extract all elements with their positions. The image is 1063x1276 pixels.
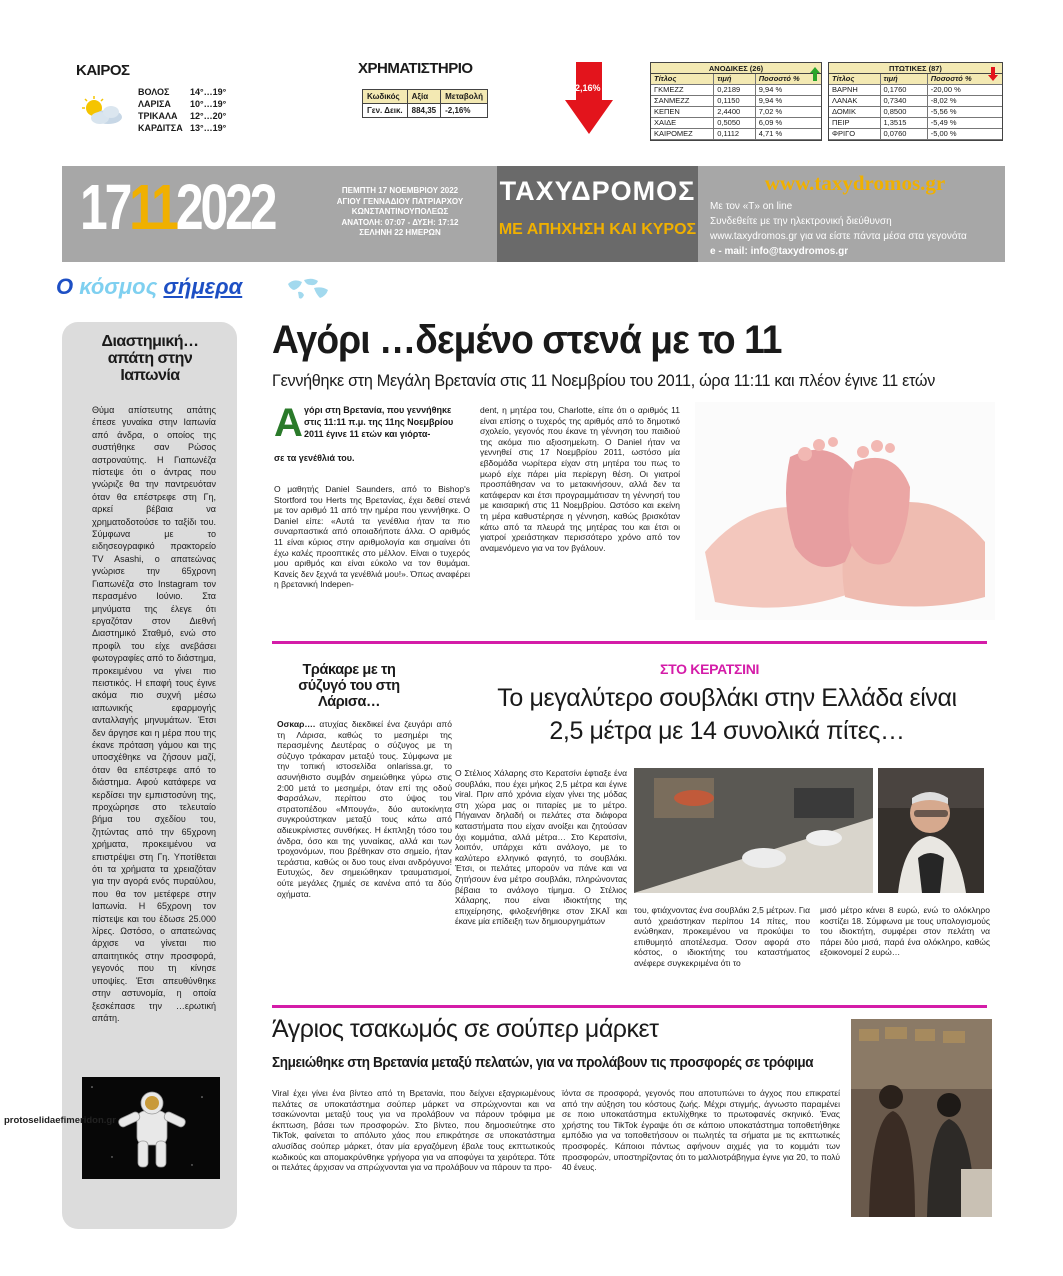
brand-motto: ΜΕ ΑΠΗΧΗΣΗ ΚΑΙ ΚΥΡΟΣ	[498, 221, 697, 238]
cell: 9,94 %	[755, 96, 821, 107]
temp-range: 10°…19°	[190, 99, 227, 109]
city-name: ΤΡΙΚΑΛΑ	[138, 111, 178, 121]
temp-range: 13°…19°	[190, 123, 227, 133]
sidebar-body: Θύμα απίστευτης απάτης έπεσε γυναίκα στην Ιαπωνία από άνδρα, ο οποίος της συστήθηκε σαν Ρώσος αστροναύτης. Η Γιαπωνέζα πίστεψε ότι ο άντρας που γνώριζε θα την παντρευόταν όταν θα επέστρεφε στη Γη, αρκεί βέβαια να χρηματοδοτούσε το ταξίδι του. Σύμφωνα με το ειδησεογραφικό πρακτορείο TV Asashi, ο απατεώνας γνώρισε την 65χρονη Γιαπωνέζα στο Instagram τον περασμένο Ιούνιο. Στα μηνύματα της έλεγε ότι εργαζόταν στον Διεθνή Διαστημικό Σταθμό, ενώ στο προφίλ του είχε ανεβάσει φωτογραφίες από το διάστημα, προκειμένου να γίνει πιο πειστικός. Η επαφή τους έγινε ακόμα πιο συχνή μέσω ιαπωνικής εφαρμογής ανταλλαγής μηνυμάτων. Έτσι δεν άργησε και η μέρα που της έκανε πρόταση γάμου και της υποσχέθηκε να ζήσουν μαζί, όταν θα επέστρεφε από το διάστημα. Αφού κατάφερε να κερδίσει την εμπιστοσύνη της, προχώρησε στο τελευταίο βήμα του σχεδίου του, ζητώντας από την 65χρονη χρήματα, προκειμένου να επιστρέψει στη Γη. Υποτίθεται ότι τα χρήματα τα χρειαζόταν για την αγορά ενός πυραύλου, που θα τον μετέφερε στην Ιαπωνία. Η 65χρονη τον πίστεψε και του έδωσε 25.000 λίρες. Ωστόσο, ο απατεώνας άρχισε να γίνεται πιο απαιτητικός στην προσφορά, γεγονός που τη κίνησε υποψίες. Έτσι απευθύνθηκε στην αστυνομία, η οποία ξεσκέπασε την …ερωτική απάτη.	[92, 405, 216, 1023]
cell: ΠΕΙΡ	[829, 118, 880, 129]
section-divider	[272, 641, 987, 644]
city-name: ΚΑΡΔΙΤΣΑ	[138, 123, 183, 133]
date-info-line: ΑΝΑΤΟΛΗ: 07:07 - ΔΥΣΗ: 17:12	[341, 217, 459, 227]
baby-feet-photo	[695, 402, 995, 620]
weather-row	[138, 86, 226, 98]
partly-cloudy-icon	[80, 96, 126, 126]
article2-body	[277, 719, 452, 899]
stock-title: ΧΡΗΜΑΤΙΣΤΗΡΙΟ	[358, 60, 473, 77]
cell: 7,02 %	[755, 107, 821, 118]
losers-table	[828, 62, 1003, 141]
gainers-table	[650, 62, 822, 141]
chef-photo	[878, 768, 984, 893]
cell: 4,71 %	[755, 129, 821, 140]
cell: -2,16%	[441, 104, 488, 118]
date-info-line: ΚΩΝΣΤΑΝΤΙΝΟΥΠΟΛΕΩΣ	[351, 207, 449, 216]
article1-lead-end: σε τα γενέθλιά του.	[274, 453, 355, 463]
date-year: 2022	[175, 171, 275, 243]
article4-col2: ϊόντα σε προσφορά, γεγονός που αποτυπώνει το άγχος που επικρατεί από την αύξηση του κόστους ζωής. Μέχρι στιγμής, άγνωστο παραμένει σε ποιο υποκατάστημα εκτυλίχθηκε το πρωτοφανές σκηνικό. Ένας χρήστης του TikTok έγραψε ότι σε κάποιο υποκατάστημα τοποθετήθηκε εμπόδιο για να τοποθετήσουν οι πωλητές τα σήματα με τις εκπτωτικές προσφορές. Κάποιοι πάντως αφήνουν αιχμές για το κομμάτι των προσφορών, υποστηρίζοντας ότι το μαλλιοτράβηγμα έγινε για 20, το πολύ 40 ένευς.	[562, 1088, 840, 1173]
cell: -5,56 %	[927, 107, 1002, 118]
index-table	[362, 89, 488, 118]
supermarket-fight-photo	[851, 1019, 992, 1217]
cell: 884,35	[407, 104, 440, 118]
cell: ΒΑΡΝΗ	[829, 85, 880, 96]
brand-url[interactable]: www.taxydromos.gr	[764, 171, 946, 195]
up-arrow-icon	[810, 67, 820, 81]
weather-row	[138, 98, 226, 110]
city-name: ΒΟΛΟΣ	[138, 87, 170, 97]
article4-subtitle: Σημειώθηκε στη Βρετανία μεταξύ πελατών, για να προλάβουν τις προσφορές σε τρόφιμα	[272, 1055, 814, 1071]
table-row	[651, 107, 821, 118]
cell: 2,4400	[714, 107, 756, 118]
cell: -5,00 %	[927, 129, 1002, 140]
astronaut-photo	[82, 1077, 220, 1179]
cell: ΔΟΜΙΚ	[829, 107, 880, 118]
city-name: ΛΑΡΙΣΑ	[138, 99, 171, 109]
cell: 0,5050	[714, 118, 756, 129]
section-logo-kosmos: κόσμος	[79, 274, 164, 299]
date-month: 11	[129, 171, 176, 243]
article2-title: Τράκαρε με τη σύζυγό του στη Λάρισα…	[298, 662, 400, 710]
world-map-icon	[284, 276, 336, 302]
cell: ΧΑΙΔΕ	[651, 118, 714, 129]
table-row	[651, 129, 821, 140]
col-header: Αξία	[407, 90, 440, 104]
brand-info-line: Με τον «Τ» on line	[710, 201, 793, 212]
article3-kicker: ΣΤΟ ΚΕΡΑΤΣΙΝΙ	[660, 661, 760, 677]
date-info-line: ΠΕΜΠΤΗ 17 ΝΟΕΜΒΡΙΟΥ 2022	[341, 186, 459, 195]
article3-col2: του, φτιάχνοντας ένα σουβλάκι 2,5 μέτρων. Για αυτό χρειάστηκαν περίπου 14 πίτες, που ενώθηκαν, προκειμένου να προκύψει το επιθυμητό αποτέλεσμα. Όσον αφορά στο κόστος, ο ιδιοκτήτης του καταστήματος ανέφερε συγκεκριμένα ότι το	[634, 905, 810, 968]
brand-name: ΤΑΧΥΔΡΟΜΟΣ	[499, 176, 696, 206]
cell: 0,1150	[714, 96, 756, 107]
cell: 0,7340	[880, 96, 927, 107]
col-header: τιμή	[880, 74, 927, 85]
cell: Γεν. Δεικ.	[363, 104, 408, 118]
cell: ΚΑΙΡΟΜΕΖ	[651, 129, 714, 140]
table-row	[829, 107, 1002, 118]
article4-title: Άγριος τσακωμός σε σούπερ μάρκετ	[272, 1015, 659, 1043]
article1-col2: dent, η μητέρα του, Charlotte, είπε ότι ο αριθμός 11 είναι επίσης ο τυχερός της αριθμός από το δημοτικό σχολείο, γεγονός που έκανε τη γέννηση του παιδιού της ακόμα πιο αξιοσημείωτη. Ο Daniel ήταν να γεννηθεί στις 17 Νοεμβρίου 2011, ωστόσο μία εβδομάδα νωρίτερα είχαν στη μητέρα του πως το μωρό είχε πάρει μία περίεργη θέση. Οι γιατροί προσπάθησαν να το μετακινήσουν, αλλά δεν τα κατάφεραν και έτσι προγραμμάτισαν τη γέννησή του με καισαρική στις 11 Νοεμβρίου. Ωστόσο και εκείνη τη μέρα καθυστέρησε η γέννηση, καθώς βρισκόταν κάτω από τα πλευρά της μητέρας του και έτσι οι γιατροί χρειάστηκαν περισσότερο χρόνο από τον αναμενόμενο για να τον βγάλουν.	[480, 405, 680, 553]
cell: 0,0760	[880, 129, 927, 140]
gainers-caption: ΑΝΟΔΙΚΕΣ (26)	[651, 63, 821, 74]
table-row	[829, 85, 1002, 96]
table-row	[829, 129, 1002, 140]
cell: ΛΑΝΑΚ	[829, 96, 880, 107]
index-change-label: -2,16%	[572, 83, 601, 93]
cell: 9,94 %	[755, 85, 821, 96]
section-logo-o: Ο	[56, 274, 80, 299]
article1-title: Αγόρι …δεμένο στενά με το 11	[272, 318, 782, 362]
cell: -8,02 %	[927, 96, 1002, 107]
cell: 0,2189	[714, 85, 756, 96]
temp-range: 14°…19°	[190, 87, 227, 97]
watermark: protoselidaefimeridon.gr	[4, 1115, 116, 1126]
cell: ΓΚΜΕΖΖ	[651, 85, 714, 96]
date-info-line: ΣΕΛΗΝΗ 22 ΗΜΕΡΩΝ	[359, 228, 441, 237]
weather-row	[138, 110, 226, 122]
cell: 0,1760	[880, 85, 927, 96]
article1-col1: Ο μαθητής Daniel Saunders, από το Bishop's Stortford του Herts της Βρετανίας, έχει δεθεί στενά με τον αριθμό 11 από την ημέρα που γεννήθηκε. Ο Daniel είπε: «Αυτά τα γενέθλια ήταν τα πιο συναρπαστικά από οποιαδήποτε άλλα. Ο αριθμός 11 είναι κύριος στην αριθμολογία και σημαίνει ότι έχω καλές προοπτικές στο μέλλον. Είναι ο τυχερός μου αριθμός και είναι εύκολο να τον θυμάμαι. Κανείς δεν ξεχνά τα γενέθλιά μου!». Όπως αναφέρει η βρετανική Indepen-	[274, 484, 470, 590]
cell: ΦΡΙΓΟ	[829, 129, 880, 140]
souvlaki-table-photo	[634, 768, 873, 893]
article1-subtitle: Γεννήθηκε στη Μεγάλη Βρετανία στις 11 Νοεμβρίου του 2011, ώρα 11:11 και πλέον έγινε 11 ετών	[272, 371, 935, 390]
col-header: Κωδικός	[363, 90, 408, 104]
article3-title: Το μεγαλύτερο σουβλάκι στην Ελλάδα είναι 2,5 μέτρα με 14 συνολικά πίτες…	[497, 684, 957, 745]
article2-lead: Οσκαρ….	[277, 719, 316, 729]
table-row	[829, 96, 1002, 107]
weather-title: ΚΑΙΡΟΣ	[76, 62, 130, 79]
brand-info-line: www.taxydromos.gr για να είστε πάντα μέσα στα γεγονότα	[710, 231, 967, 242]
article4-col1: Viral έχει γίνει ένα βίντεο από τη Βρετανία, που δείχνει εξαγριωμένους πελάτες σε υποκατάστημα σούπερ μάρκετ να σπρώχνονται και να τσακώνονται μεταξύ τους για να προλάβουν να πάρουν τρόφιμα με έκπτωση, βάσει των προσφορών. Στο βίντεο, που δημοσιεύτηκε στο TikTok, φαίνεται το απόλυτο χάος που επικράτησε σε υποκατάστημα αλυσίδας σούπερ μάρκετ, όταν μία εργαζόμενη έβαλε τους εκπτωτικούς κωδικούς και απομακρύνθηκε γρήγορα για να αποφύγει τα χειρότερα. Τότε οι πελάτες άρχισαν να σπρώχνονται για να προλάβουν να πάρουν τα προ-	[272, 1088, 555, 1173]
article3-col1: Ο Στέλιος Χάλαρης στο Κερατσίνι έφτιαξε ένα σουβλάκι, που έχει μήκος 2,5 μέτρα και έγινε viral. Πριν από χρόνια είχαν γίνει της μόδας στη χώρα μας οι πιταρίες με το μέτρο. Πήγαιναν δηλαδή οι πελάτες στα διάφορα καταστήματα που είχαν ανοίξει και ζητούσαν όχι κομμάτια, αλλά μέτρα… Στο Κερατσίνι, λοιπόν, υπάρχει κάτι ανάλογο, με το καλύτερο ελληνικό φαγητό, το σουβλάκι. Έτσι, οι πελάτες μπορούν να πάνε και να ζητήσουν ένα μέτρο σουβλάκι, πληρώνοντας βέβαια το ανάλογο τίμημα. Ο Στέλιος Χάλαρης, που είναι ιδιοκτήτης της επιχείρησης, φιλοξενήθηκε στον ΣΚΑΪ και έκανε μία επίδειξη των δημιουργημάτων	[455, 768, 627, 927]
section-logo-simera: σήμερα	[163, 274, 243, 299]
issue-date	[80, 170, 274, 244]
cell: -5,49 %	[927, 118, 1002, 129]
brand-info	[710, 199, 967, 259]
col-header: τιμή	[714, 74, 756, 85]
weather-list	[138, 86, 226, 134]
col-header: Τίτλος	[829, 74, 880, 85]
cell: 0,8500	[880, 107, 927, 118]
table-row	[829, 118, 1002, 129]
cell: 1,3515	[880, 118, 927, 129]
col-header: Ποσοστό %	[755, 74, 821, 85]
temp-range: 12°…20°	[190, 111, 227, 121]
section-logo	[56, 274, 316, 304]
cell: 6,09 %	[755, 118, 821, 129]
down-arrow-icon	[565, 62, 613, 134]
sidebar-title: Διαστημική… απάτη στην Ιαπωνία	[101, 333, 199, 384]
cell: -20,00 %	[927, 85, 1002, 96]
cell: 0,1112	[714, 129, 756, 140]
weather-row	[138, 122, 226, 134]
brand-email[interactable]: e - mail: info@taxydromos.gr	[710, 246, 849, 257]
table-row	[651, 96, 821, 107]
cell: ΣΑΝΜΕΖΖ	[651, 96, 714, 107]
col-header: Ποσοστό %	[927, 74, 1002, 85]
col-header: Τίτλος	[651, 74, 714, 85]
table-row	[651, 85, 821, 96]
article2-text: ατυχίας διεκδικεί ένα ζευγάρι από τη Λάρισα, καθώς το μεσημέρι της περασμένης Δευτέρας ο σύζυγος με τη σύζυγο τράκαραν μεταξύ τους. Σύμφωνα με την τοπική ιστοσελίδα onlarissa.gr, το ασυνήθιστο συμβάν σημειώθηκε γύρω στις 2:00 μετά το μεσημέρι, όταν επί της οδού Φαρσάλων, περίπου στο ύψος του στρατοπέδου «Μπουγά», δύο αυτοκίνητα συγκρούστηκαν μεταξύ τους κάτω από αδιευκρίνιστες συνθήκες. Η έκπληξη τόσο του άνδρα, όσο και της γυναίκας, αλλά και των τροχονόμων, που βρέθηκαν στο σημείο, ήταν τεράστια, καθώς οι δυο τους είναι ανδρόγυνο! Ευτυχώς, δεν σημειώθηκαν τραυματισμοί, ούτε μεγάλες ζημιές σε κανένα από τα δύο οχήματα.	[277, 719, 452, 899]
date-info	[300, 186, 500, 239]
article3-col3: μισό μέτρο κάνει 8 ευρώ, ενώ το ολόκληρο κοστίζει 18. Σύμφωνα με τους υπολογισμούς του ιδιοκτήτη, συμφέρει στον πελάτη να πάρει δύο μισά, παρά ένα ολόκληρο, καθώς εξοικονομεί 2 ευρώ…	[820, 905, 990, 958]
date-day: 17	[80, 171, 130, 243]
article1-dropcap: Α	[274, 401, 303, 445]
cell: ΚΕΠΕΝ	[651, 107, 714, 118]
section-divider	[272, 1005, 987, 1008]
article1-lead: γόρι στη Βρετανία, που γεννήθηκε στις 11:11 π.μ. της 11ης Νοεμβρίου 2011 έγινε 11 ετών και γιόρτα-	[304, 405, 454, 439]
down-arrow-small-icon	[988, 67, 998, 81]
losers-caption: ΠΤΩΤΙΚΕΣ (87)	[829, 63, 1002, 74]
brand-info-line: Συνδεθείτε με την ηλεκτρονική διεύθυνση	[710, 216, 892, 227]
col-header: Μεταβολή	[441, 90, 488, 104]
table-row	[651, 118, 821, 129]
date-info-line: ΑΓΙΟΥ ΓΕΝΝΑΔΙΟΥ ΠΑΤΡΙΑΡΧΟΥ	[336, 196, 464, 206]
